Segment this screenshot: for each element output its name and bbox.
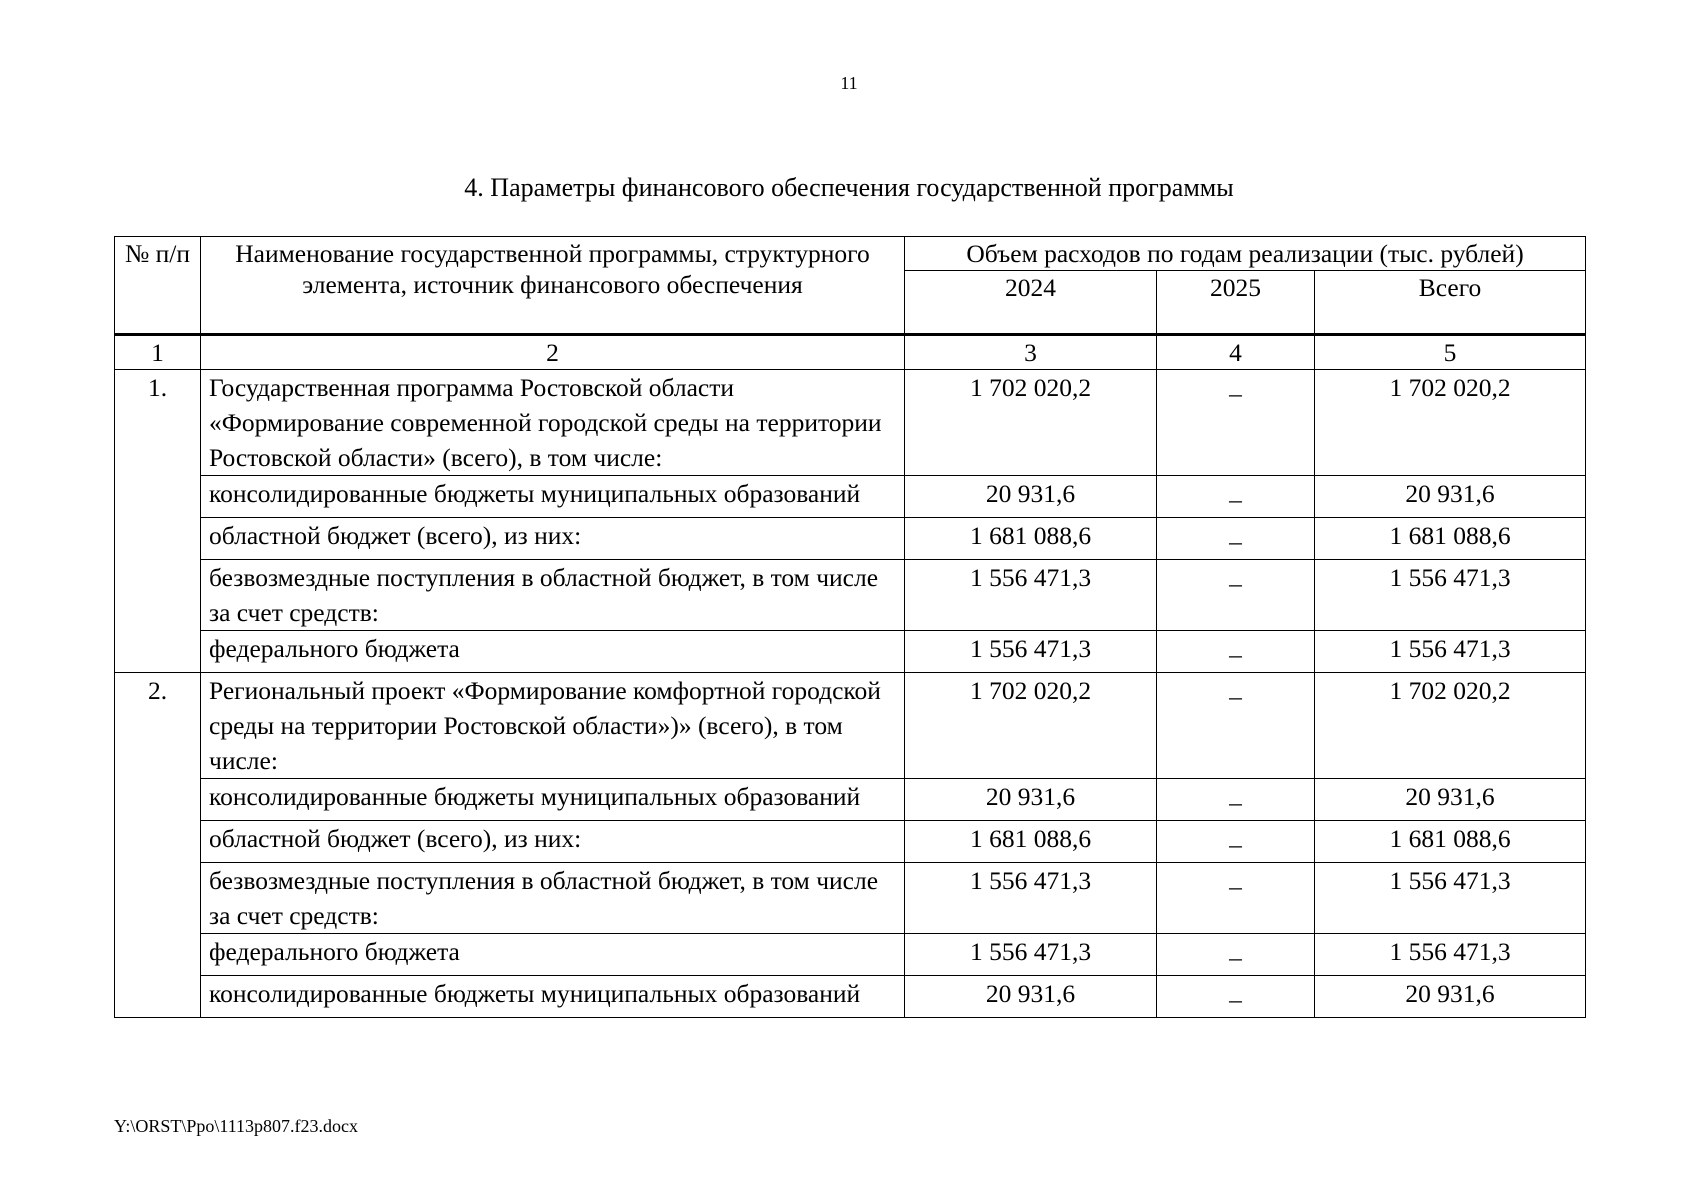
value-2025-text: – <box>1229 830 1242 859</box>
value-2025-text: – <box>1229 985 1242 1014</box>
value-2025 <box>1157 934 1315 976</box>
table-row <box>115 863 1586 934</box>
value-2025 <box>1157 976 1315 1018</box>
table-row <box>115 976 1586 1018</box>
row-name: безвозмездные поступления в областной бюджет, в том числе за счет средств: <box>201 560 905 631</box>
value-2024: 1 556 471,3 <box>905 631 1157 673</box>
page-number: 11 <box>840 73 858 93</box>
row-index: 1. <box>115 370 201 673</box>
value-2025 <box>1157 370 1315 476</box>
value-total: 20 931,6 <box>1315 976 1586 1018</box>
value-total: 1 681 088,6 <box>1315 821 1586 863</box>
value-total: 1 702 020,2 <box>1315 673 1586 779</box>
value-total: 20 931,6 <box>1315 476 1586 518</box>
column-number: 4 <box>1157 335 1315 370</box>
column-number: 3 <box>905 335 1157 370</box>
header-year-2024: 2024 <box>905 271 1157 335</box>
value-2025-text: – <box>1229 527 1242 556</box>
table-row <box>115 560 1586 631</box>
value-total: 1 681 088,6 <box>1315 518 1586 560</box>
row-name: федерального бюджета <box>201 631 905 673</box>
header-number: № п/п <box>115 237 201 335</box>
row-name: консолидированные бюджеты муниципальных образований <box>201 976 905 1018</box>
value-2024: 20 931,6 <box>905 779 1157 821</box>
row-name: консолидированные бюджеты муниципальных образований <box>201 476 905 518</box>
value-2024: 1 556 471,3 <box>905 560 1157 631</box>
value-2024: 1 556 471,3 <box>905 863 1157 934</box>
value-2025 <box>1157 673 1315 779</box>
table-header <box>115 237 1586 335</box>
row-name: безвозмездные поступления в областной бюджет, в том числе за счет средств: <box>201 863 905 934</box>
row-name: областной бюджет (всего), из них: <box>201 821 905 863</box>
value-2025-text: – <box>1229 485 1242 514</box>
value-2025-text: – <box>1229 640 1242 669</box>
row-name: Государственная программа Ростовской области «Формирование современной городской среды на территории Ростовской области» (всего), в том числе: <box>201 370 905 476</box>
row-name: Региональный проект «Формирование комфортной городской среды на территории Ростовской области»)» (всего), в том числе: <box>201 673 905 779</box>
value-2024: 1 681 088,6 <box>905 518 1157 560</box>
value-2024: 20 931,6 <box>905 976 1157 1018</box>
value-total: 1 702 020,2 <box>1315 370 1586 476</box>
value-2025 <box>1157 560 1315 631</box>
financing-table <box>114 236 1586 1018</box>
column-number: 2 <box>201 335 905 370</box>
row-index: 2. <box>115 673 201 1018</box>
row-name: федерального бюджета <box>201 934 905 976</box>
table-row <box>115 518 1586 560</box>
value-2025-text: – <box>1229 872 1242 901</box>
value-2025-text: – <box>1229 788 1242 817</box>
value-total: 1 556 471,3 <box>1315 863 1586 934</box>
table-row <box>115 370 1586 476</box>
header-name: Наименование государственной программы, структурного элемента, источник финансового обеспечения <box>201 237 905 335</box>
row-name: областной бюджет (всего), из них: <box>201 518 905 560</box>
value-2025 <box>1157 476 1315 518</box>
value-2025 <box>1157 779 1315 821</box>
value-2025-text: – <box>1229 569 1242 598</box>
value-2024: 1 702 020,2 <box>905 370 1157 476</box>
header-total: Всего <box>1315 271 1586 335</box>
table-row <box>115 934 1586 976</box>
table-row <box>115 631 1586 673</box>
value-total: 1 556 471,3 <box>1315 934 1586 976</box>
value-total: 1 556 471,3 <box>1315 631 1586 673</box>
table-row <box>115 476 1586 518</box>
value-2025-text: – <box>1229 379 1242 408</box>
table-body <box>115 335 1586 1018</box>
column-number: 1 <box>115 335 201 370</box>
value-2025 <box>1157 863 1315 934</box>
column-number-row <box>115 335 1586 370</box>
value-2025 <box>1157 518 1315 560</box>
value-2024: 1 556 471,3 <box>905 934 1157 976</box>
value-2024: 1 681 088,6 <box>905 821 1157 863</box>
value-2024: 1 702 020,2 <box>905 673 1157 779</box>
table-row <box>115 673 1586 779</box>
value-total: 1 556 471,3 <box>1315 560 1586 631</box>
table-row <box>115 779 1586 821</box>
header-year-2025: 2025 <box>1157 271 1315 335</box>
row-name: консолидированные бюджеты муниципальных образований <box>201 779 905 821</box>
section-title: 4. Параметры финансового обеспечения государственной программы <box>464 173 1234 202</box>
table-row <box>115 821 1586 863</box>
file-path: Y:\ORST\Ppo\1113p807.f23.docx <box>114 1116 359 1136</box>
header-expenses-group: Объем расходов по годам реализации (тыс. рублей) <box>905 237 1586 271</box>
value-2025-text: – <box>1229 943 1242 972</box>
value-2025 <box>1157 631 1315 673</box>
value-2024: 20 931,6 <box>905 476 1157 518</box>
value-2025 <box>1157 821 1315 863</box>
value-2025-text: – <box>1229 682 1242 711</box>
column-number: 5 <box>1315 335 1586 370</box>
value-total: 20 931,6 <box>1315 779 1586 821</box>
